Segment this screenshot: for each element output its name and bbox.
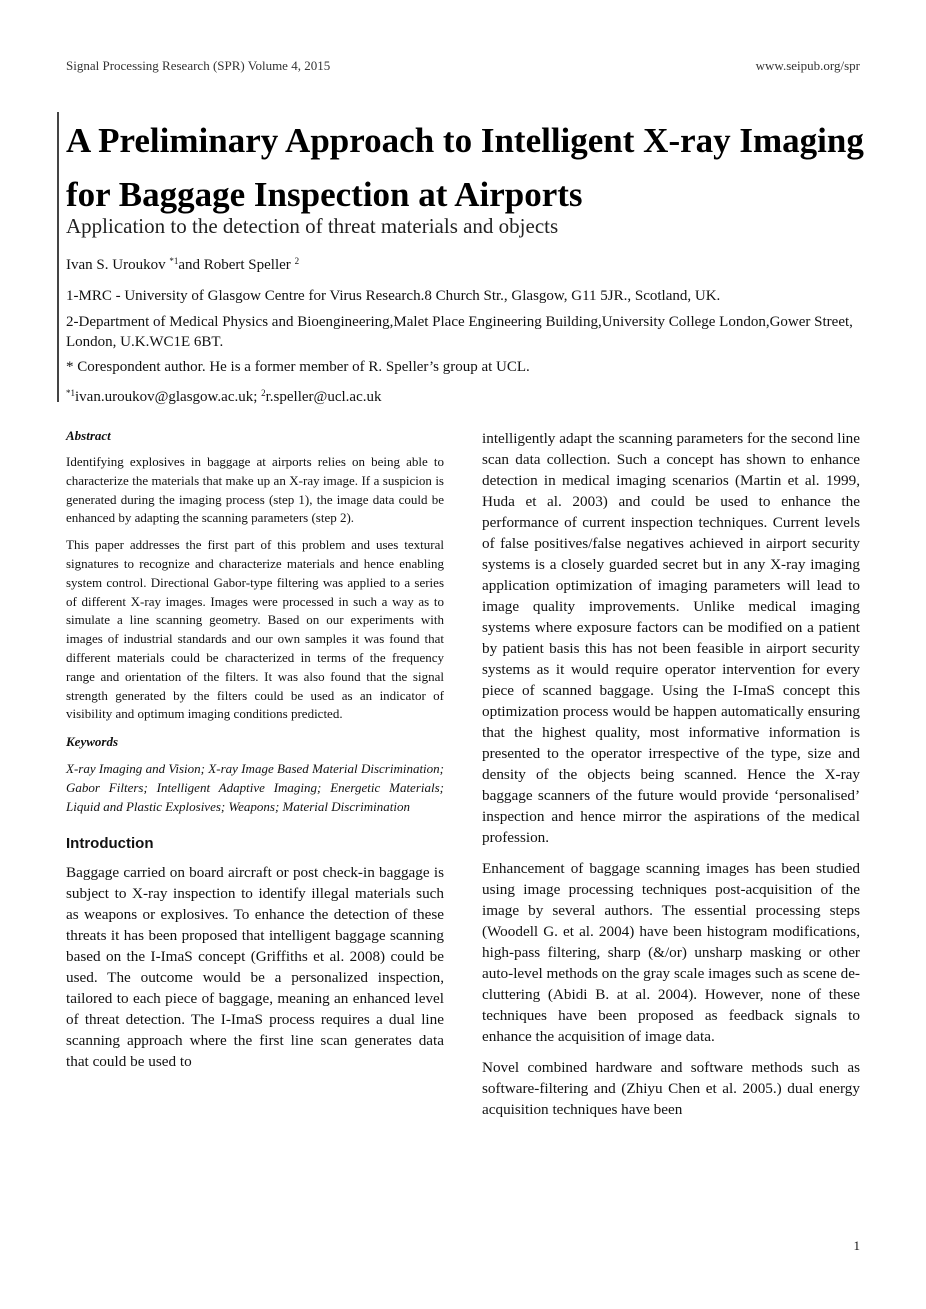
title-accent-bar [57, 112, 59, 402]
paper-subtitle: Application to the detection of threat materials and objects [66, 214, 559, 238]
abstract-paragraph-2: This paper addresses the first part of this problem and uses textural signatures to recognize and characterize materials and hence enabling system control. Directional Gabor-type filtering was applied to a series of different X-ray images. Images were processed in such a way as to simulate a line scanning geometry. Based on our experiments with images of industrial standards and our own samples it was found that different materials could be characterized in terms of the frequency range and orientation of the filters. It was also found that the signal strength generated by the filters could be used as an indicator of visibility and optimum imaging conditions predicted. [66, 537, 444, 722]
abstract-paragraph-1: Identifying explosives in baggage at airports relies on being able to characterize the materials that make up an X-ray image. If a suspicion is generated during the imaging process (step 1), the image data could be enhanced by adapting the scanning parameters (step 2). [66, 454, 444, 526]
keywords-text: X-ray Imaging and Vision; X-ray Image Based Material Discrimination; Gabor Filters; Intelligent Adaptive Imaging; Energetic Materials; Liquid and Plastic Explosives; Weapons; Material Discrimination [66, 761, 444, 814]
author-2: and Robert Speller [178, 257, 291, 273]
running-header-journal: Signal Processing Research (SPR) Volume 4, 2015 [66, 58, 331, 73]
introduction-paragraph-1: Baggage carried on board aircraft or post check-in baggage is subject to X-ray inspection to identify illegal materials such as weapons or explosives. To enhance the detection of these threats it has been proposed that intelligent baggage scanning based on the I-ImaS concept (Griffiths et al. 2008) could be used. The outcome would be a personalized inspection, tailored to each piece of baggage, meaning an enhanced level of threat detection. The I-ImaS process requires a dual line scanning approach where the first line scan generates data that could be used to [66, 863, 444, 1070]
email-1-marker: *1 [66, 388, 75, 398]
email-line [66, 383, 866, 407]
email-1: ivan.uroukov@glasgow.ac.uk; [75, 389, 262, 405]
abstract-heading: Abstract [66, 428, 111, 443]
author-1-marker: *1 [169, 256, 179, 266]
body-paragraph-1: intelligently adapt the scanning parameters for the second line scan data collection. Such a concept has shown to enhance detection in medical imaging scenarios (Martin et al. 1999, Huda et al. 2003) and could be used to enhance the performance of current inspection techniques. Current levels of false positives/false negatives achieved in airport security systems is a closely guarded secret but in any X-ray imaging application optimization of imaging parameters will lead to image quality improvements. Unlike medical imaging systems where exposure factors can be modified on a patient by patient basis this has not been feasible in airport security systems as it would require operator intervention for every piece of scanned baggage. Using the I-ImaS concept this optimization process would be happen automatically ensuring that the highest quality, most informative information is presented to the operator irrespective of the type, size and density of the objects being scanned. Hence the X-ray baggage scanners of the future would provide ‘personalised’ inspection and hence mirror the aspirations of the medical profession. [482, 430, 860, 846]
affiliation-1: 1-MRC - University of Glasgow Centre for Virus Research.8 Church Str., Glasgow, G11 5JR., Scotland, UK. [66, 288, 721, 304]
affiliation-2: 2-Department of Medical Physics and Bioengineering,Malet Place Engineering Building,University College London,Gower Street, London, U.K.WC1E 6BT. [66, 314, 853, 350]
email-2-marker: 2 [261, 388, 266, 398]
body-paragraph-2: Enhancement of baggage scanning images has been studied using image processing techniques post-acquisition of the image by several authors. The essential processing steps (Woodell G. et al. 2004) have been histogram modifications, high-pass filtering, sharp (&/or) unsharp masking or other auto-level methods on the gray scale images such as scene de-cluttering (Abidi B. at al. 2004). However, none of these techniques have been proposed as feedback signals to enhance the acquisition of image data. [482, 860, 860, 1045]
author-1: Ivan S. Uroukov [66, 257, 166, 273]
page-number: 1 [853, 1238, 860, 1253]
right-column [482, 428, 860, 1130]
introduction-heading: Introduction [66, 834, 154, 852]
paper-title: A Preliminary Approach to Intelligent X-ray Imaging for Baggage Inspection at Airports [66, 121, 864, 214]
left-column [66, 428, 444, 1082]
running-header-url: www.seipub.org/spr [755, 58, 860, 73]
correspondence-note: * Corespondent author. He is a former member of R. Speller’s group at UCL. [66, 359, 530, 375]
email-2: r.speller@ucl.ac.uk [265, 389, 382, 405]
keywords-heading: Keywords [66, 734, 118, 750]
body-paragraph-3: Novel combined hardware and software methods such as software-filtering and (Zhiyu Chen et al. 2005.) dual energy acquisition techniques have been [482, 1059, 860, 1118]
author-line [66, 256, 299, 274]
author-2-marker: 2 [294, 256, 300, 266]
